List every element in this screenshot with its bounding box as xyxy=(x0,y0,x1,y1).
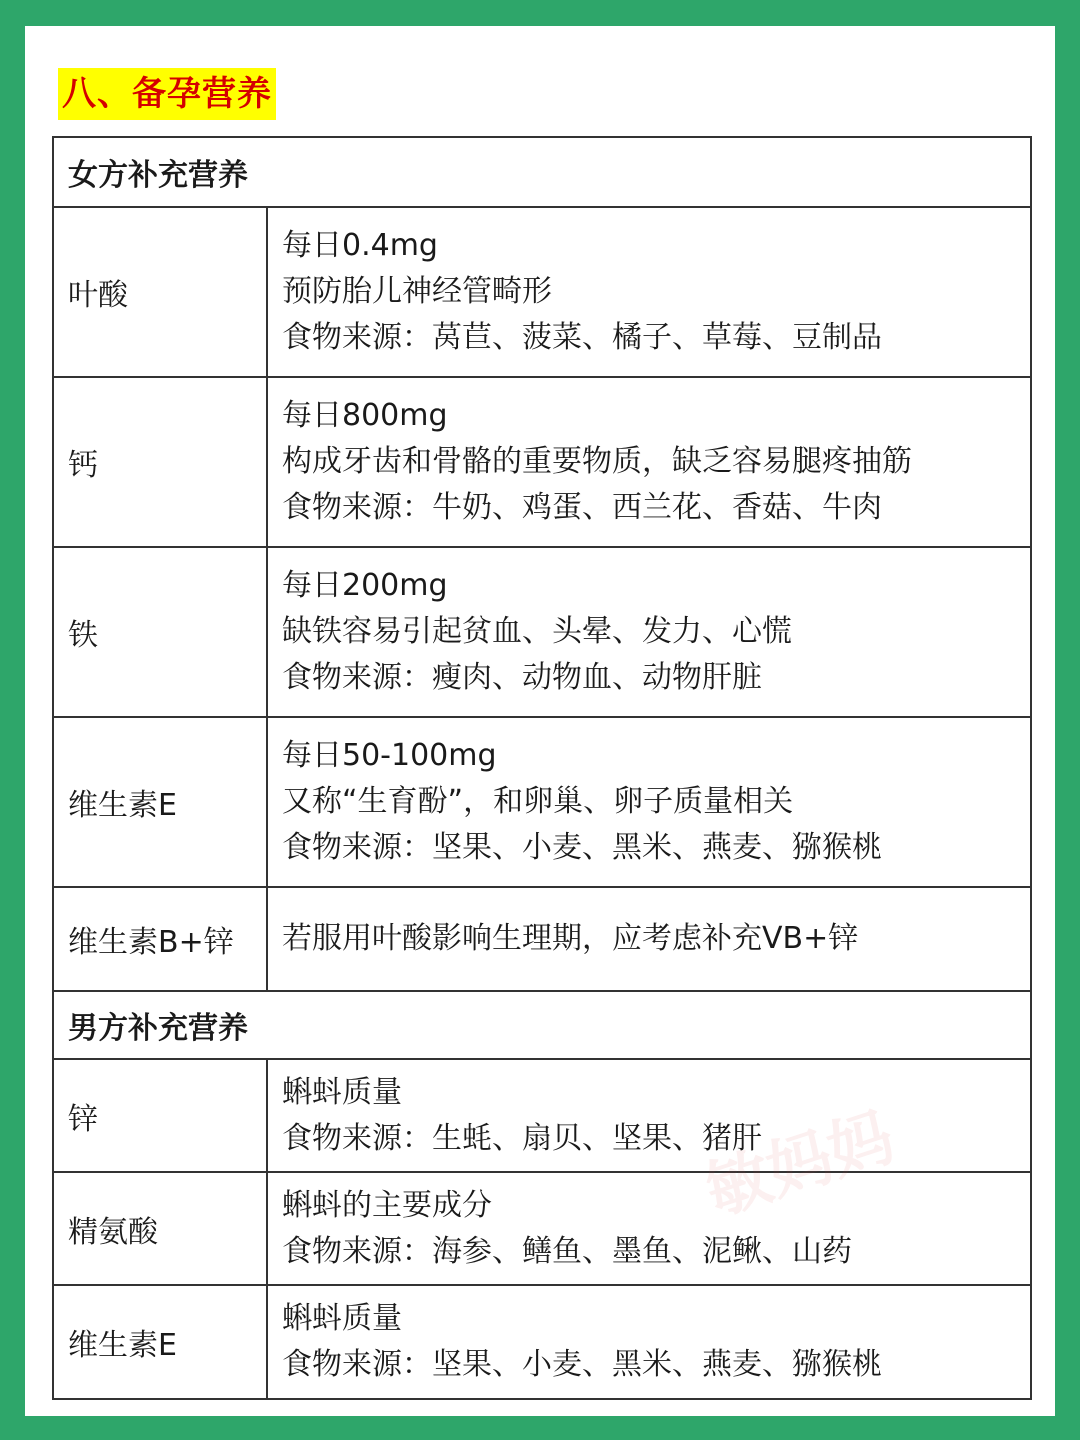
info-line: 食物来源：坚果、小麦、黑米、燕麦、猕猴桃 xyxy=(282,830,882,865)
nutrient-info xyxy=(268,208,1030,376)
nutrient-info xyxy=(268,548,1030,716)
table-row xyxy=(54,1286,1030,1398)
table-row xyxy=(54,1173,1030,1286)
info-line: 每日800mg xyxy=(282,398,448,433)
page-title: 八、备孕营养 xyxy=(58,68,276,120)
info-line: 若服用叶酸影响生理期，应考虑补充VB+锌 xyxy=(282,921,859,956)
info-line: 食物来源：牛奶、鸡蛋、西兰花、香菇、牛肉 xyxy=(282,490,882,525)
info-line: 食物来源：海参、鳝鱼、墨鱼、泥鳅、山药 xyxy=(282,1233,852,1269)
nutrient-info xyxy=(268,888,1030,990)
info-line: 蝌蚪质量 xyxy=(282,1074,402,1110)
nutrient-name: 叶酸 xyxy=(54,208,268,376)
info-line: 食物来源：生蚝、扇贝、坚果、猪肝 xyxy=(282,1120,762,1156)
info-line: 每日50-100mg xyxy=(282,738,497,773)
table-row xyxy=(54,548,1030,718)
nutrient-info xyxy=(268,718,1030,886)
nutrition-table xyxy=(52,136,1032,1400)
info-line: 又称“生育酚”，和卵巢、卵子质量相关 xyxy=(282,784,794,819)
nutrient-name: 维生素B+锌 xyxy=(54,888,268,990)
nutrient-info xyxy=(268,1286,1030,1398)
info-line: 每日200mg xyxy=(282,568,448,603)
nutrient-name: 维生素E xyxy=(54,718,268,886)
nutrient-name: 锌 xyxy=(54,1060,268,1171)
table-row xyxy=(54,718,1030,888)
info-line: 蝌蚪质量 xyxy=(282,1301,402,1336)
table-row xyxy=(54,888,1030,992)
info-line: 食物来源：坚果、小麦、黑米、燕麦、猕猴桃 xyxy=(282,1347,882,1382)
nutrient-info xyxy=(268,1060,1030,1171)
male-section-heading: 男方补充营养 xyxy=(54,992,1030,1060)
info-line: 食物来源：莴苣、菠菜、橘子、草莓、豆制品 xyxy=(282,320,882,355)
nutrient-name: 铁 xyxy=(54,548,268,716)
nutrient-info xyxy=(268,378,1030,546)
table-row xyxy=(54,208,1030,378)
table-row xyxy=(54,1060,1030,1173)
info-line: 蝌蚪的主要成分 xyxy=(282,1187,492,1223)
info-line: 缺铁容易引起贫血、头晕、发力、心慌 xyxy=(282,614,792,649)
nutrient-name: 钙 xyxy=(54,378,268,546)
nutrient-name: 精氨酸 xyxy=(54,1173,268,1284)
table-row xyxy=(54,378,1030,548)
info-line: 每日0.4mg xyxy=(282,228,438,263)
nutrient-name: 维生素E xyxy=(54,1286,268,1398)
info-line: 食物来源：瘦肉、动物血、动物肝脏 xyxy=(282,660,762,695)
info-line: 构成牙齿和骨骼的重要物质，缺乏容易腿疼抽筋 xyxy=(282,444,912,479)
female-section-heading: 女方补充营养 xyxy=(54,138,1030,208)
nutrient-info xyxy=(268,1173,1030,1284)
info-line: 预防胎儿神经管畸形 xyxy=(282,274,552,309)
